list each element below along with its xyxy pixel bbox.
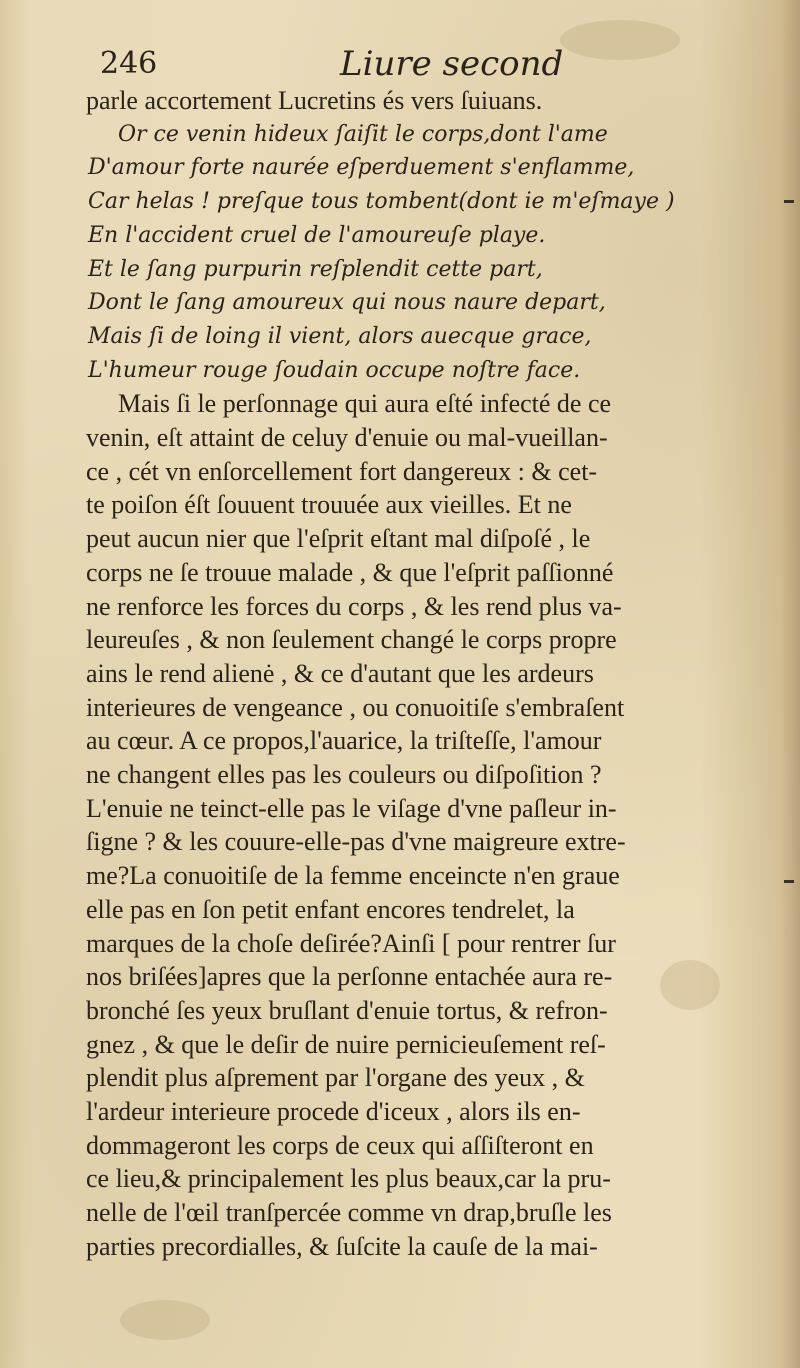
text-line: au cœur. A ce propos,l'auarice, la triſteſſe, l'amour xyxy=(86,726,602,756)
text-line: parle accortement Lucretins és vers ſuiuans. xyxy=(86,86,543,115)
text-line: marques de la choſe deſirée?Ainſi [ pour rentrer ſur xyxy=(86,928,616,958)
text-line: me?La conuoitiſe de la femme enceincte n'en graue xyxy=(86,861,620,891)
verse-line: Dont le ſang amoureux qui nous naure depart, xyxy=(88,290,606,316)
page-edge-mark xyxy=(784,880,794,883)
text-line: corps ne ſe trouue malade , & que l'eſprit paſſionné xyxy=(86,557,614,587)
running-title: Liure second xyxy=(340,44,564,84)
paper-stain xyxy=(120,1300,210,1340)
text-line: L'enuie ne teinct-elle pas le viſage d'vne paſleur in- xyxy=(86,793,617,823)
verse-line: D'amour forte naurée eſperduement s'enflamme, xyxy=(88,155,635,181)
page-number: 246 xyxy=(100,46,158,81)
text-line: ſigne ? & les couure-elle-pas d'vne maigreure extre- xyxy=(86,827,626,857)
text-line: ne renforce les forces du corps , & les rend plus va- xyxy=(86,591,622,621)
page-edge-mark xyxy=(784,200,794,203)
text-line: dommageront les corps de ceux qui aſſiſteront en xyxy=(86,1130,594,1160)
text-line: nos briſées]apres que la perſonne entachée aura re- xyxy=(86,962,613,992)
text-line: plendit plus aſprement par l'organe des yeux , & xyxy=(86,1063,585,1093)
text-line: leureuſes , & non ſeulement changé le corps propre xyxy=(86,625,617,655)
verse-line: Mais ſi de loing il vient, alors auecque grace, xyxy=(88,323,592,349)
text-line: peut aucun nier que l'eſprit eſtant mal diſpoſé , le xyxy=(86,524,591,554)
text-line: nelle de l'œil tranſpercée comme vn drap,bruſle les xyxy=(86,1198,612,1228)
verse-line: L'humeur rouge ſoudain occupe noſtre face. xyxy=(88,357,581,383)
text-line: l'ardeur interieure procede d'iceux , alors ils en- xyxy=(86,1097,581,1126)
page-header xyxy=(100,44,740,92)
text-line: ce lieu,& principalement les plus beaux,car la pru- xyxy=(86,1164,611,1194)
verse-line: En l'accident cruel de l'amoureuſe playe. xyxy=(88,222,546,248)
text-line: ains le rend alienė , & ce d'autant que les ardeurs xyxy=(86,658,594,688)
verse-line: Car helas ! preſque tous tombent(dont ie m'eſmaye ) xyxy=(88,189,675,215)
verse-line: Or ce venin hideux ſaiſit le corps,dont l'ame xyxy=(118,121,608,147)
verse-line: Et le ſang purpurin reſplendit cette part, xyxy=(88,256,543,282)
text-line: bronché ſes yeux bruſlant d'enuie tortus, & refron- xyxy=(86,995,608,1025)
text-line: venin, eſt attaint de celuy d'enuie ou mal-vueillan- xyxy=(86,423,608,452)
text-line: gnez , & que le deſir de nuire pernicieuſement reſ- xyxy=(86,1029,606,1059)
text-line: elle pas en ſon petit enfant encores tendrelet, la xyxy=(86,894,575,924)
text-line: Mais ſi le perſonnage qui aura eſté infecté de ce xyxy=(118,389,612,419)
text-line: parties precordialles, & ſuſcite la cauſe de la mai- xyxy=(86,1231,598,1261)
text-line: interieures de vengeance , ou conuoitiſe s'embraſent xyxy=(86,692,625,722)
text-line: ce , cét vn enſorcellement fort dangereux : & cet- xyxy=(86,456,598,486)
text-line: ne changent elles pas les couleurs ou diſpoſition ? xyxy=(86,760,602,789)
text-line: te poiſon éſt ſouuent trouuée aux vieilles. Et ne xyxy=(86,490,572,520)
paper-stain xyxy=(660,960,720,1010)
